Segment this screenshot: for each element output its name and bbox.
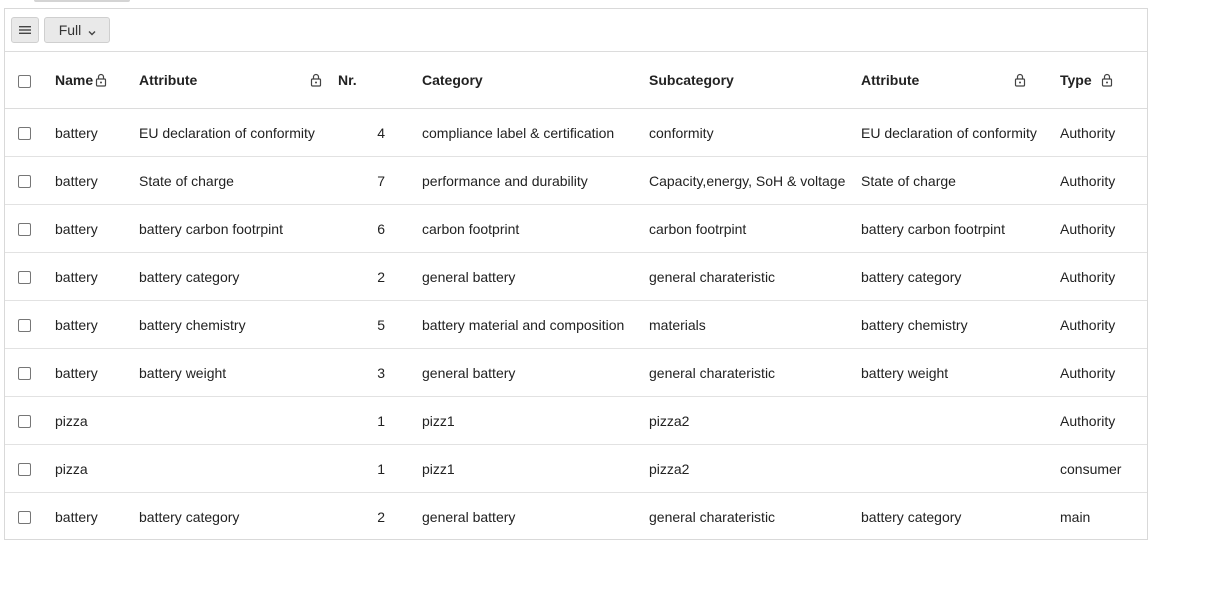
lock-icon [1101, 73, 1113, 87]
table-row[interactable] [5, 253, 1147, 301]
cell-type: Authority [1060, 349, 1147, 397]
column-header-attribute-2-label: Attribute [861, 72, 920, 88]
top-tab-edge [34, 0, 130, 2]
cell-type: Authority [1060, 109, 1147, 157]
cell-attribute [139, 397, 338, 445]
cell-attribute-2: battery chemistry [861, 301, 1060, 349]
cell-subcategory: pizza2 [649, 397, 861, 445]
toolbar [5, 9, 1147, 52]
column-header-nr[interactable] [338, 52, 422, 109]
table-row[interactable] [5, 445, 1147, 493]
cell-subcategory: materials [649, 301, 861, 349]
cell-attribute-2 [861, 397, 1060, 445]
cell-attribute: battery carbon footrpint [139, 205, 338, 253]
cell-nr: 5 [338, 301, 422, 349]
row-checkbox[interactable] [18, 511, 31, 524]
cell-subcategory: general charateristic [649, 508, 776, 525]
cell-name: pizza [55, 445, 139, 493]
cell-attribute-2: State of charge [861, 157, 1060, 205]
column-header-attribute-2[interactable] [861, 52, 1060, 109]
lock-icon [1014, 73, 1026, 87]
cell-nr: 2 [338, 253, 422, 301]
cell-category: pizz1 [422, 397, 649, 445]
cell-attribute [139, 445, 338, 493]
cell-type: Authority [1060, 397, 1147, 445]
column-header-name[interactable] [55, 52, 139, 109]
cell-nr: 3 [338, 349, 422, 397]
cell-type: main [1060, 508, 1091, 525]
row-checkbox[interactable] [18, 127, 31, 140]
cell-type: Authority [1060, 205, 1147, 253]
cell-attribute-2: battery category [861, 253, 1060, 301]
cell-name: battery [55, 349, 139, 397]
column-header-category[interactable] [422, 52, 649, 109]
row-checkbox[interactable] [18, 415, 31, 428]
chevron-down-icon [87, 25, 97, 35]
cell-subcategory: general charateristic [649, 253, 861, 301]
view-select-label: Full [58, 22, 82, 38]
cell-category: carbon footprint [422, 205, 649, 253]
cell-subcategory: carbon footrpint [649, 205, 861, 253]
row-checkbox[interactable] [18, 367, 31, 380]
cell-name: battery [55, 205, 139, 253]
cell-attribute: battery weight [139, 349, 338, 397]
lock-icon [310, 73, 322, 87]
column-header-subcategory[interactable] [649, 52, 861, 109]
cell-attribute-2: battery category [861, 508, 962, 525]
cell-attribute: EU declaration of conformity [139, 109, 338, 157]
row-checkbox[interactable] [18, 319, 31, 332]
cell-category: compliance label & certification [422, 109, 649, 157]
cell-attribute-2 [861, 445, 1060, 493]
cell-name: battery [55, 109, 139, 157]
cell-nr: 1 [338, 445, 422, 493]
view-select-button[interactable] [44, 17, 110, 43]
cell-category: general battery [422, 508, 516, 525]
select-all-checkbox[interactable] [18, 75, 31, 88]
data-table [5, 52, 1147, 540]
column-header-attribute-label: Attribute [139, 72, 198, 88]
cell-type: Authority [1060, 157, 1147, 205]
cell-category: general battery [422, 349, 649, 397]
cell-category: general battery [422, 253, 649, 301]
table-row[interactable] [5, 493, 1147, 541]
table-row[interactable] [5, 157, 1147, 205]
cell-type: consumer [1060, 445, 1147, 493]
cell-subcategory: Capacity,energy, SoH & voltage [649, 157, 861, 205]
cell-category: battery material and composition [422, 301, 649, 349]
actions-menu-button[interactable] [11, 17, 39, 43]
cell-attribute-2: battery weight [861, 349, 1060, 397]
lock-icon [95, 73, 107, 87]
table-row[interactable] [5, 205, 1147, 253]
select-all-cell [5, 52, 55, 109]
cell-attribute: battery category [139, 253, 338, 301]
row-checkbox[interactable] [18, 175, 31, 188]
cell-name: pizza [55, 397, 139, 445]
cell-subcategory: pizza2 [649, 445, 861, 493]
cell-attribute-2: battery carbon footrpint [861, 205, 1060, 253]
column-header-category-label: Category [422, 72, 483, 88]
cell-name: battery [55, 253, 139, 301]
row-checkbox[interactable] [18, 271, 31, 284]
row-checkbox[interactable] [18, 223, 31, 236]
cell-nr: 7 [338, 157, 422, 205]
cell-nr: 1 [338, 397, 422, 445]
cell-nr: 4 [338, 109, 422, 157]
column-header-type-label: Type [1060, 72, 1092, 88]
cell-name: battery [55, 157, 139, 205]
cell-name: battery [55, 508, 98, 525]
cell-type: Authority [1060, 301, 1147, 349]
cell-attribute: battery category [139, 508, 240, 525]
table-row[interactable] [5, 301, 1147, 349]
column-header-subcategory-label: Subcategory [649, 72, 734, 88]
hamburger-icon [19, 22, 31, 38]
cell-nr: 6 [338, 205, 422, 253]
cell-nr: 2 [377, 508, 385, 525]
cell-category: pizz1 [422, 445, 649, 493]
cell-name: battery [55, 301, 139, 349]
table-row[interactable] [5, 109, 1147, 157]
cell-attribute: State of charge [139, 157, 338, 205]
row-checkbox[interactable] [18, 463, 31, 476]
report-panel [4, 8, 1148, 540]
column-header-name-label: Name [55, 72, 94, 88]
cell-category: performance and durability [422, 157, 649, 205]
cell-subcategory: conformity [649, 109, 861, 157]
cell-attribute: battery chemistry [139, 301, 338, 349]
table-row[interactable] [5, 349, 1147, 397]
cell-attribute-2: EU declaration of conformity [861, 109, 1060, 157]
column-header-type[interactable] [1060, 52, 1147, 109]
cell-subcategory: general charateristic [649, 349, 861, 397]
cell-type: Authority [1060, 253, 1147, 301]
column-header-nr-label: Nr. [338, 72, 357, 88]
column-header-attribute[interactable] [139, 52, 338, 109]
table-row[interactable] [5, 397, 1147, 445]
header-row [5, 52, 1147, 109]
